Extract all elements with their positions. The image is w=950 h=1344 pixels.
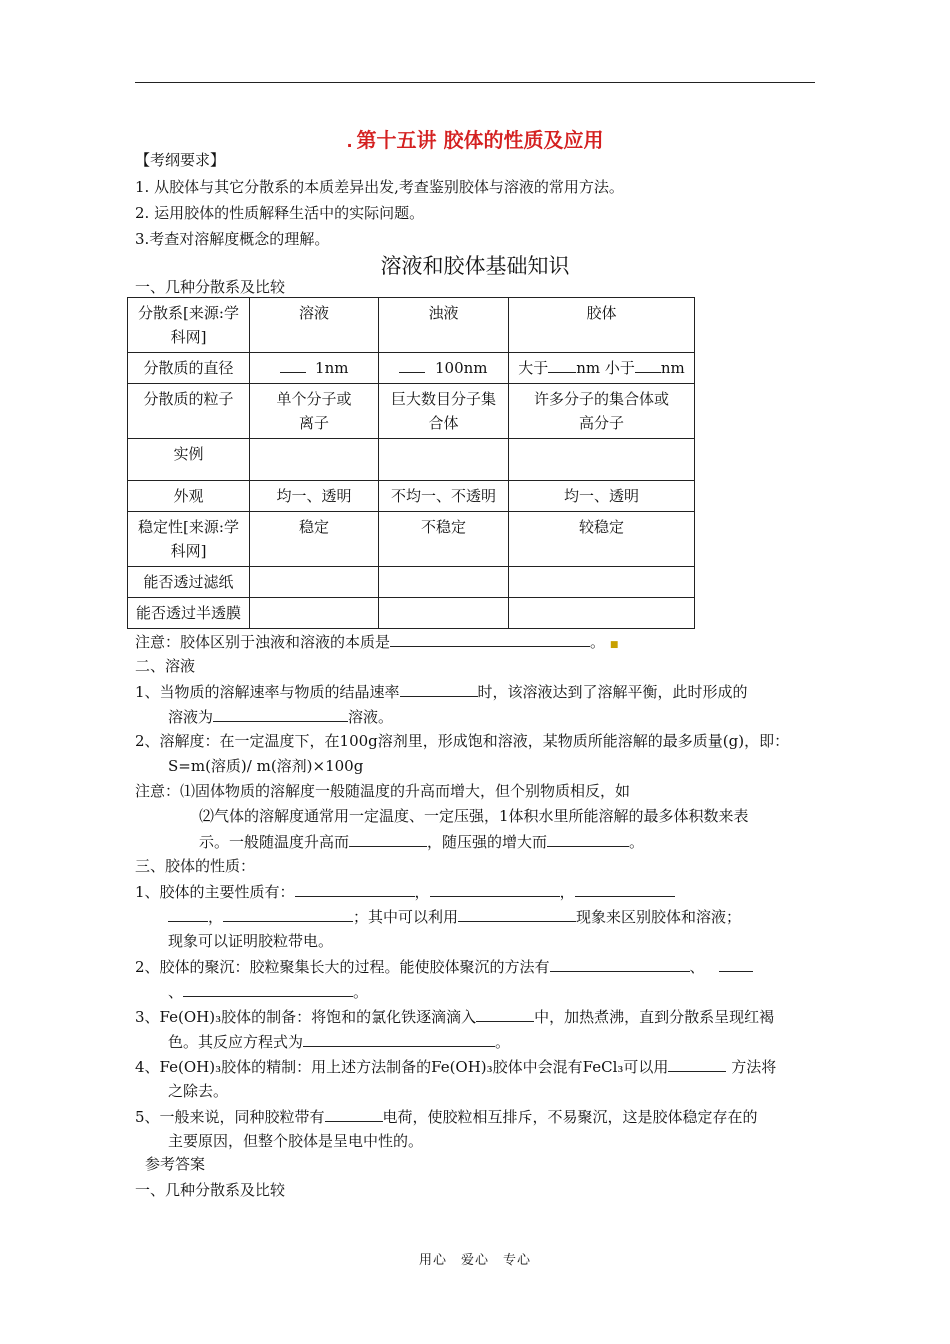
section2-note2: ⑵气体的溶解度通常用一定温度、一定压强，1体积水里所能溶解的最多体积数来表 [199, 807, 749, 825]
text: 、 [168, 983, 184, 1001]
section2-item1 [135, 681, 748, 702]
section3-item2 [135, 956, 753, 977]
section3-item3-cont [168, 1031, 510, 1052]
table-cell: 不均一、不透明 [379, 481, 509, 512]
section3-heading: 三、胶体的性质： [135, 857, 256, 875]
footer-c: 专心 [503, 1253, 532, 1268]
text: 。 [629, 833, 645, 851]
text: 时，该溶液达到了溶解平衡，此时形成的 [477, 683, 748, 701]
table-cell: 许多分子的集合体或高分子 [509, 384, 695, 439]
table-cell [379, 439, 509, 481]
section1-heading: 一、几种分散系及比较 [135, 278, 286, 296]
section-subtitle: 溶液和胶体基础知识 [380, 254, 570, 278]
footer-a: 用心 [418, 1253, 447, 1268]
text: ，随压强的增大而 [427, 833, 548, 851]
table-cell [509, 353, 695, 384]
row-label: 外观 [128, 481, 250, 512]
note-prefix: 注意：胶体区别于浊液和溶液的本质是 [135, 633, 391, 651]
table-row [128, 598, 695, 629]
syllabus-heading: 【考纲要求】 [135, 151, 226, 169]
text: 1、胶体的主要性质有： [135, 883, 295, 901]
table-row [128, 567, 695, 598]
text: 。 [353, 983, 369, 1001]
table-row [128, 353, 695, 384]
text: 方法将 [731, 1058, 777, 1076]
table-cell [509, 598, 695, 629]
answers-heading: 参考答案 [145, 1155, 206, 1173]
table-row [128, 439, 695, 481]
section3-item1-cont [168, 906, 741, 927]
page-footer [0, 1249, 950, 1268]
text: 示。一般随温度升高而 [199, 833, 350, 851]
text: ， [414, 883, 430, 901]
section2-item2: 2、溶解度：在一定温度下，在100g溶剂里，形成饱和溶液，某物质所能溶解的最多质量(g)，即： [135, 732, 790, 750]
row-label: 实例 [128, 439, 250, 481]
table-cell [379, 598, 509, 629]
table-header-cell: 浊液 [379, 298, 509, 353]
footer-b: 爱心 [460, 1253, 489, 1268]
section3-item5-cont: 主要原因，但整个胶体是呈电中性的。 [168, 1132, 424, 1150]
syllabus-item-3: 3.考查对溶解度概念的理解。 [135, 230, 330, 248]
section3-item1-end: 现象可以证明胶粒带电。 [168, 932, 334, 950]
table-row [128, 512, 695, 567]
table-cell [509, 567, 695, 598]
syllabus-item-1: 1. 从胶体与其它分散系的本质差异出发,考查鉴别胶体与溶液的常用方法。 [135, 178, 624, 196]
table-cell [379, 567, 509, 598]
text: 电荷，使胶粒相互排斥，不易聚沉，这是胶体稳定存在的 [382, 1108, 758, 1126]
table-cell: 均一、透明 [509, 481, 695, 512]
row-label: 分散质的粒子 [128, 384, 250, 439]
text: 现象来区别胶体和溶液； [576, 908, 742, 926]
table-cell: 不稳定 [379, 512, 509, 567]
table-cell [379, 353, 509, 384]
title-text: 第十五讲 胶体的性质及应用 [356, 128, 604, 152]
text: ， [208, 908, 224, 926]
section3-item2-cont [168, 981, 368, 1002]
table-header-cell: 胶体 [509, 298, 695, 353]
table-cell: 巨大数目分子集合体 [379, 384, 509, 439]
table-cell [509, 439, 695, 481]
text: 中，加热煮沸，直到分散系呈现红褐 [534, 1008, 775, 1026]
page-title [0, 124, 950, 153]
table-header-cell: 溶液 [250, 298, 379, 353]
syllabus-item-2: 2. 运用胶体的性质解释生活中的实际问题。 [135, 204, 425, 222]
diameter-turbid: 100nm [435, 359, 488, 377]
text: 4、Fe(OH)₃胶体的精制：用上述方法制备的Fe(OH)₃胶体中会混有FeCl₃可以用 [135, 1058, 669, 1076]
table-cell [250, 598, 379, 629]
section2-item1-cont [168, 706, 393, 727]
table-cell: 均一、透明 [250, 481, 379, 512]
title-dot: . [346, 132, 353, 151]
table-header-cell: 分散系[来源:学科网] [128, 298, 250, 353]
row-label: 分散质的直径 [128, 353, 250, 384]
section3-item4 [135, 1056, 776, 1077]
text: 溶液为 [168, 708, 214, 726]
table-row [128, 298, 695, 353]
table-cell [250, 567, 379, 598]
row-label: 能否透过滤纸 [128, 567, 250, 598]
table-row [128, 481, 695, 512]
section3-item4-cont: 之除去。 [168, 1082, 229, 1100]
answers-section1: 一、几种分散系及比较 [135, 1181, 286, 1199]
table-cell: 稳定 [250, 512, 379, 567]
section2-item2-formula: S=m(溶质)/ m(溶剂)×100g [168, 757, 364, 775]
row-label: 稳定性[来源:学科网] [128, 512, 250, 567]
text: 3、Fe(OH)₃胶体的制备：将饱和的氯化铁逐滴滴入 [135, 1008, 477, 1026]
row-label: 能否透过半透膜 [128, 598, 250, 629]
header-rule [135, 82, 815, 83]
note-suffix: 。 [590, 633, 606, 651]
text: 色。其反应方程式为 [168, 1033, 304, 1051]
text: 、 [689, 958, 705, 976]
section2-heading: 二、溶液 [135, 657, 196, 675]
text: ；其中可以利用 [353, 908, 459, 926]
section1-note: 注意：胶体区别于浊液和溶液的本质是 。 ■ [135, 633, 619, 651]
table-cell [250, 439, 379, 481]
text: 溶液。 [348, 708, 394, 726]
diameter-solution: 1nm [315, 359, 349, 377]
table-cell: 单个分子或离子 [250, 384, 379, 439]
table-row [128, 384, 695, 439]
section3-item5 [135, 1106, 758, 1127]
table-cell: 较稳定 [509, 512, 695, 567]
section2-note1: 注意：⑴固体物质的溶解度一般随温度的升高而增大，但个别物质相反，如 [135, 782, 631, 800]
table-cell [250, 353, 379, 384]
text: 5、一般来说，同种胶粒带有 [135, 1108, 325, 1126]
section2-note3 [199, 831, 644, 852]
diameter-colloid-a: 大于 [518, 359, 549, 377]
text: 2、胶体的聚沉：胶粒聚集长大的过程。能使胶体聚沉的方法有 [135, 958, 550, 976]
text: 。 [495, 1033, 511, 1051]
section3-item3 [135, 1006, 774, 1027]
diameter-colloid-c: nm [660, 359, 685, 377]
text: ， [559, 883, 575, 901]
section3-item1 [135, 881, 675, 902]
text: 1、当物质的溶解速率与物质的结晶速率 [135, 683, 400, 701]
dispersion-comparison-table [127, 297, 695, 629]
diameter-colloid-b: nm 小于 [576, 359, 635, 377]
